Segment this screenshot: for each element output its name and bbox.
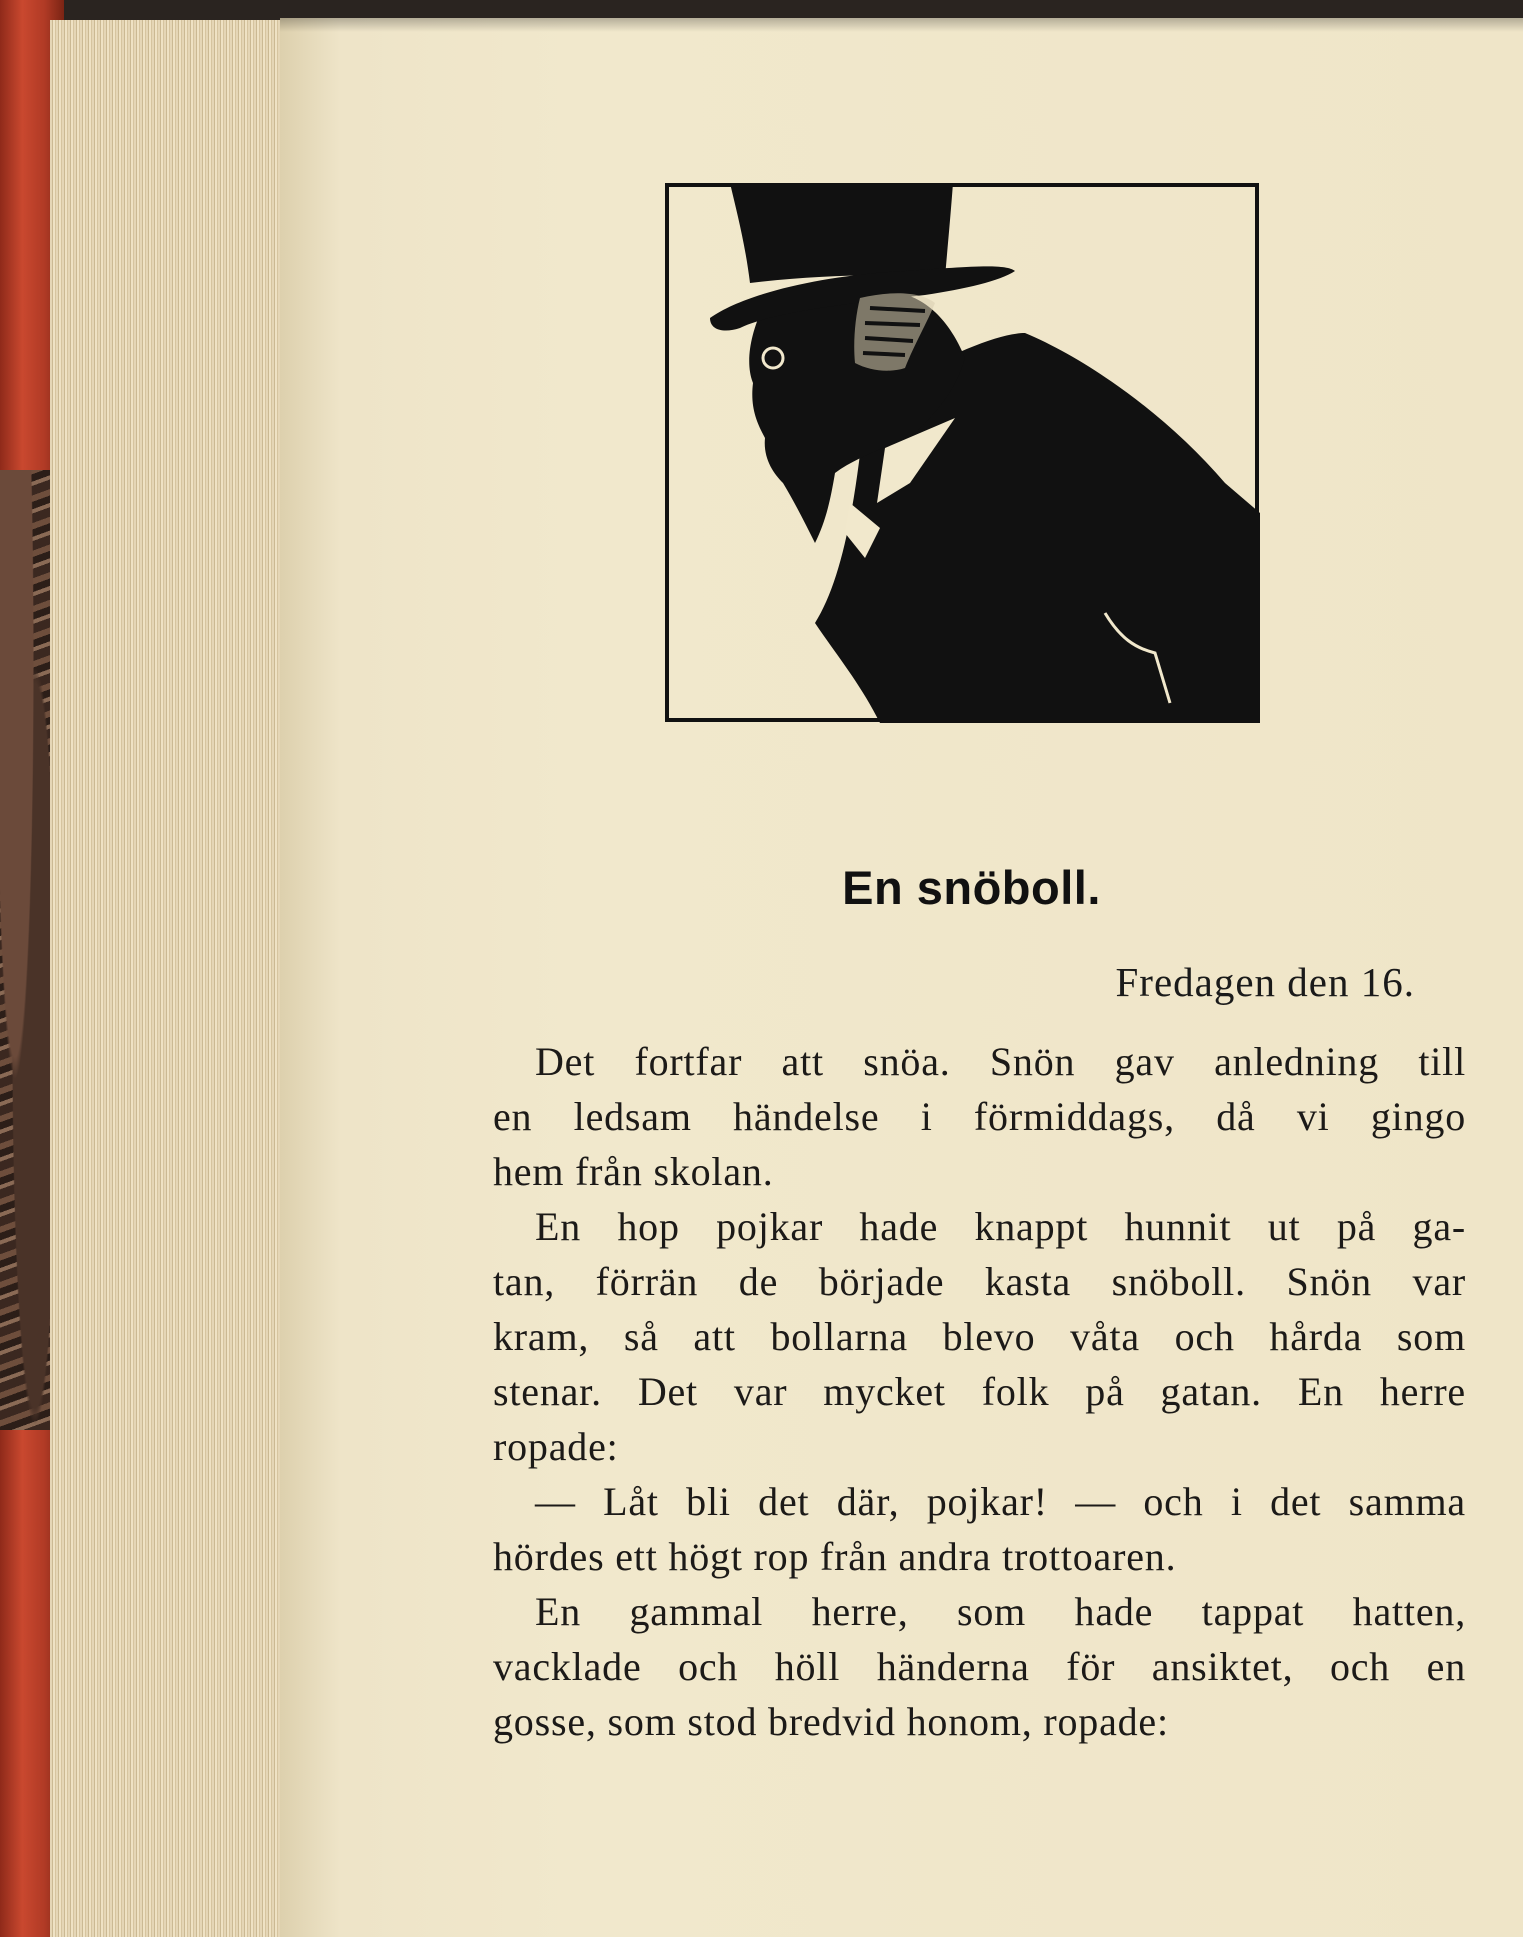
text-line: ropade: [493, 1424, 619, 1469]
text-line: En hop pojkar hade knappt hunnit ut på ga- [535, 1204, 1466, 1249]
chapter-date: Fredagen den 16. [1115, 959, 1415, 1005]
paragraph [493, 1034, 1466, 1199]
text-line: — Låt bli det där, pojkar! — och i det samma [535, 1479, 1466, 1524]
text-line: kram, så att bollarna blevo våta och hårda som [493, 1314, 1466, 1359]
paragraph [493, 1584, 1466, 1749]
text-line: en ledsam händelse i förmiddags, då vi gingo [493, 1094, 1466, 1139]
book-page [280, 18, 1523, 1937]
page-shadow [280, 18, 1523, 32]
text-line: vacklade och höll händerna för ansiktet, och en [493, 1644, 1466, 1689]
text-line: stenar. Det var mycket folk på gatan. En herre [493, 1369, 1466, 1414]
paragraph [493, 1474, 1466, 1584]
marbled-cover-panel [0, 470, 50, 1430]
chapter-title: En snöboll. [842, 861, 1101, 914]
text-line: Det fortfar att snöa. Snön gav anledning till [535, 1039, 1466, 1084]
text-line: tan, förrän de började kasta snöboll. Snön var [493, 1259, 1466, 1304]
text-line: hördes ett högt rop från andra trottoaren. [493, 1534, 1177, 1579]
paragraph [493, 1199, 1466, 1474]
silhouette-man-top-hat-icon [665, 183, 1265, 739]
text-line: hem från skolan. [493, 1149, 774, 1194]
text-line: En gammal herre, som hade tappat hatten, [535, 1589, 1466, 1634]
text-line: gosse, som stod bredvid honom, ropade: [493, 1699, 1169, 1744]
page-edges [50, 20, 282, 1937]
body-text [493, 1034, 1466, 1749]
